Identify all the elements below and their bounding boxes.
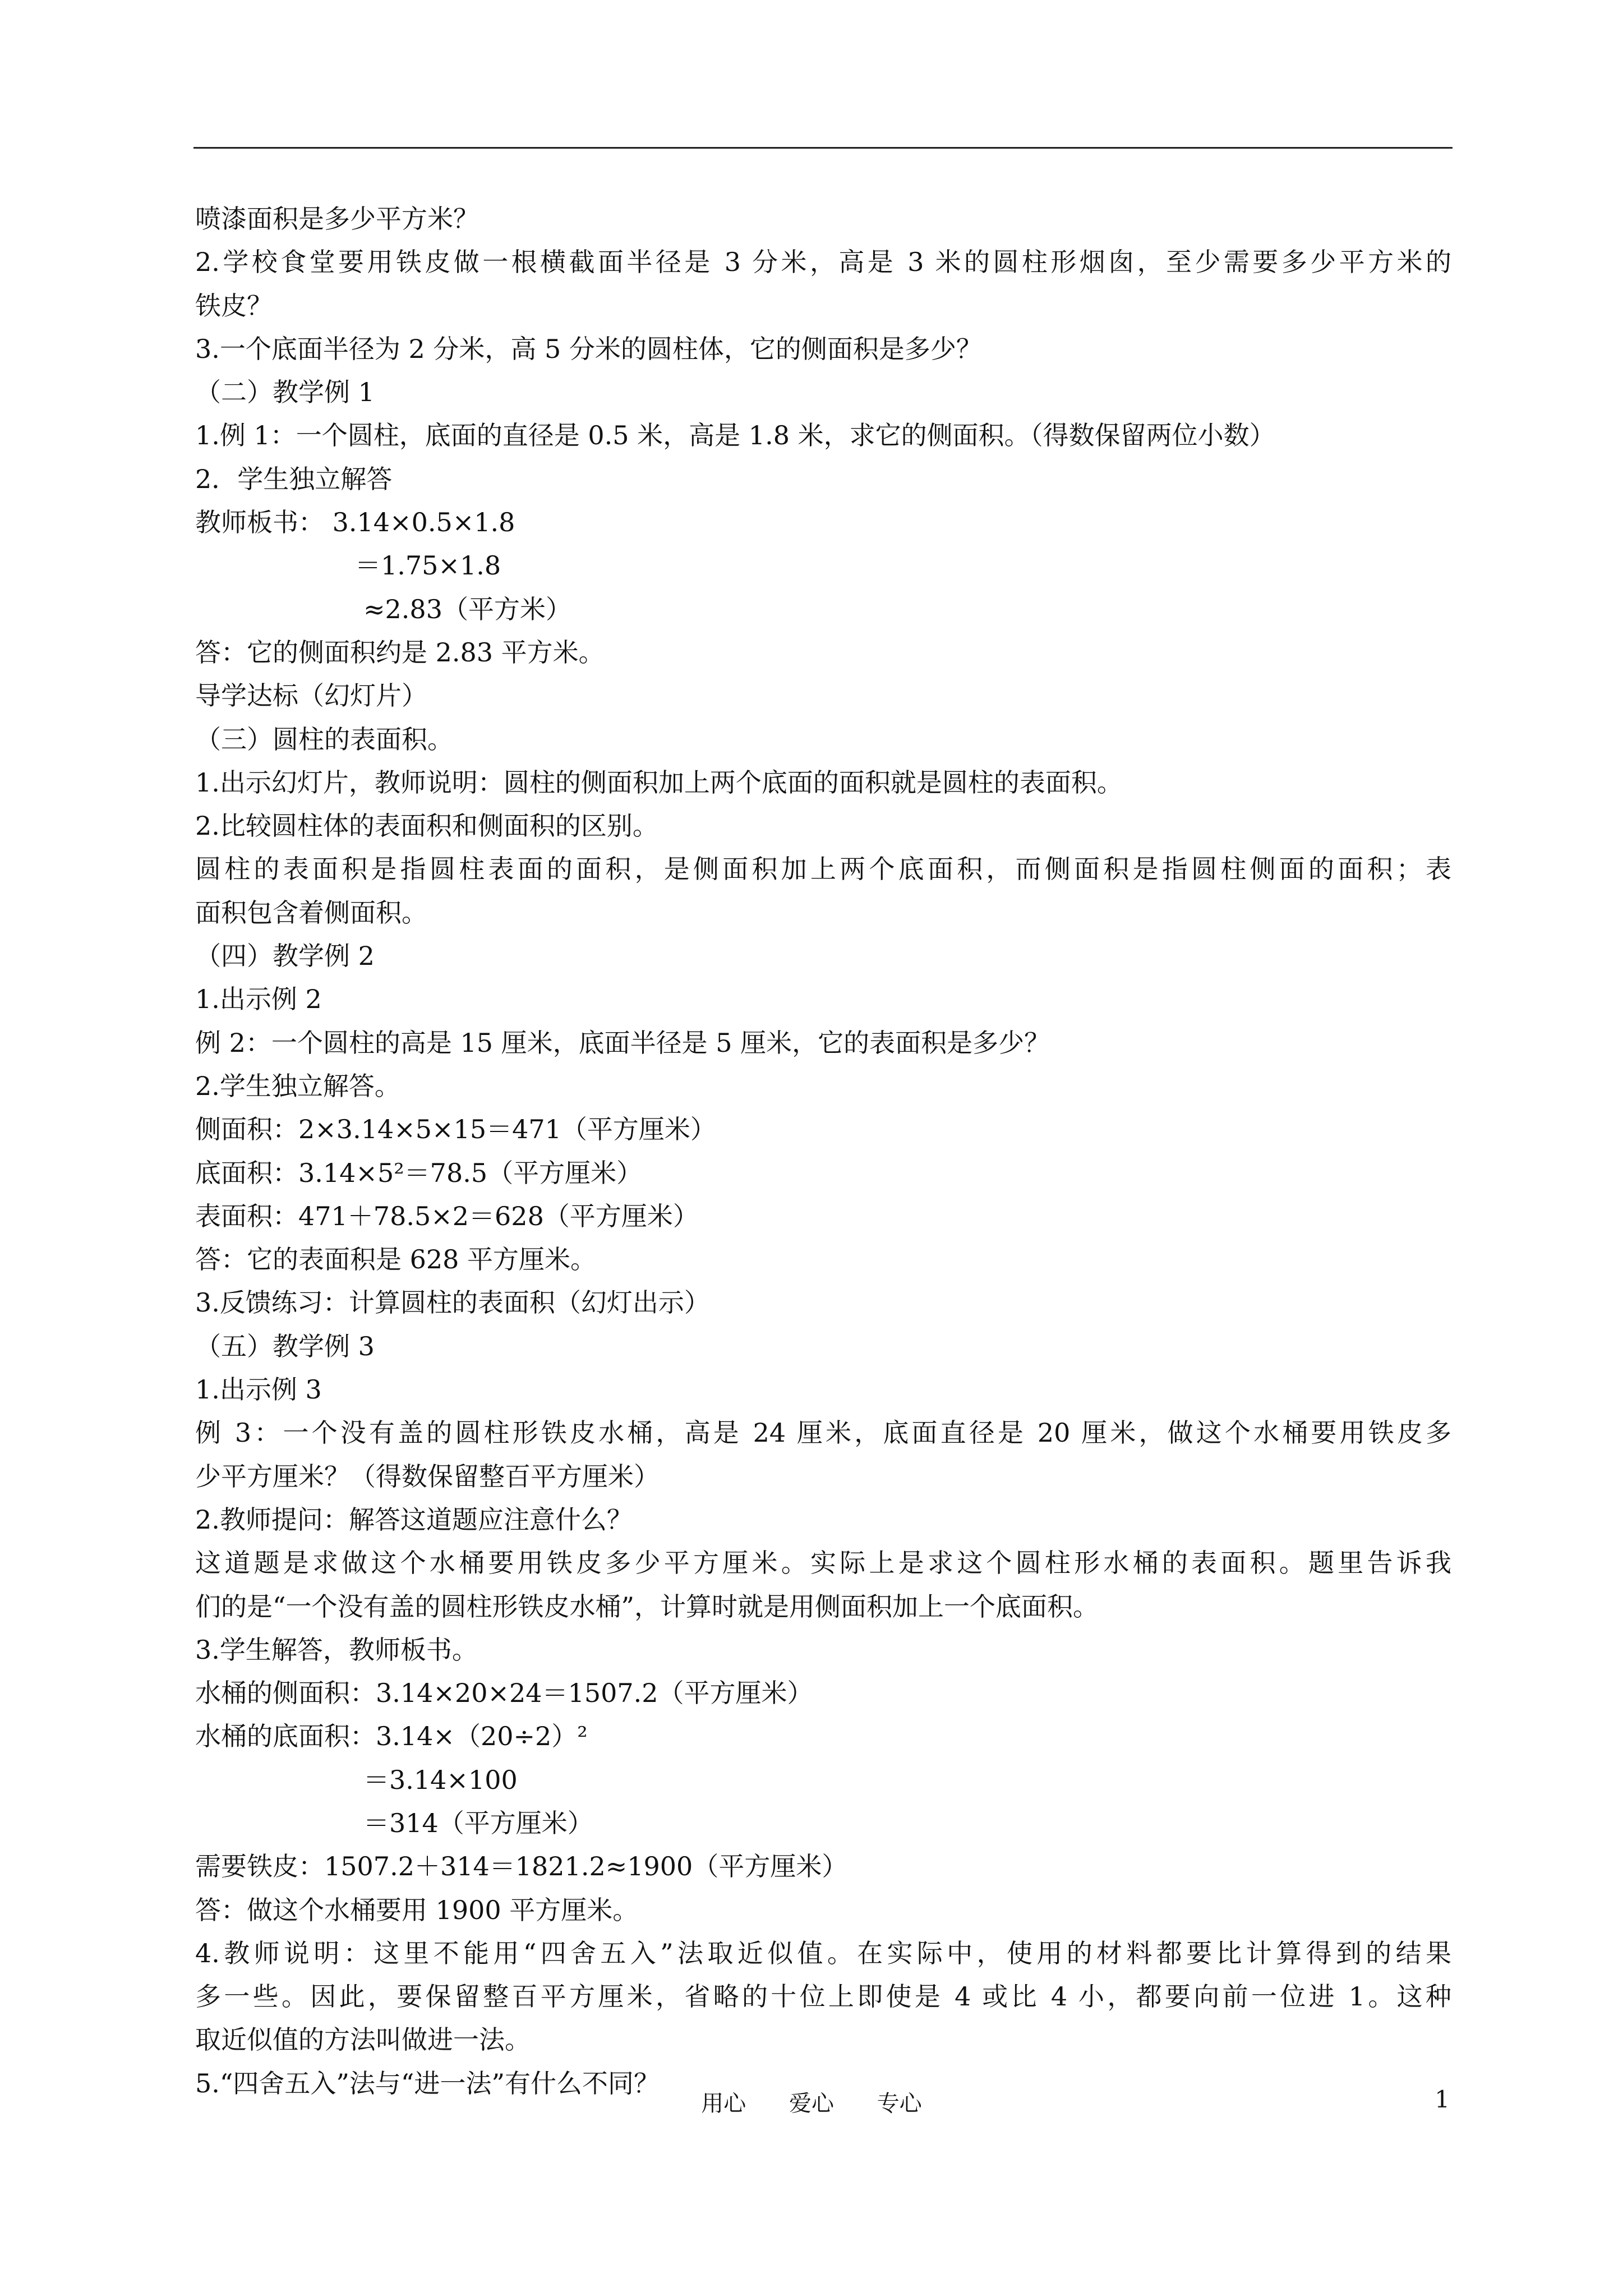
text-line: 4.教师说明：这里不能用“四舍五入”法取近似值。在实际中，使用的材料都要比计算得到的结果 (195, 1938, 1451, 1968)
text-line: 5.“四舍五入”法与“进一法”有什么不同？ (195, 2068, 660, 2099)
section-heading: （三）圆柱的表面积。 (195, 724, 453, 754)
text-line: 面积包含着侧面积。 (195, 897, 427, 928)
text-line: 1.出示例 2 (195, 984, 322, 1015)
text-line: 需要铁皮：1507.2＋314＝1821.2≈1900（平方厘米） (195, 1851, 848, 1882)
text-line: 答：它的表面积是 628 平方厘米。 (195, 1244, 597, 1275)
header-rule (193, 147, 1453, 149)
text-line: 3.反馈练习：计算圆柱的表面积（幻灯出示） (195, 1287, 710, 1318)
text-line: 例 2：一个圆柱的高是 15 厘米，底面半径是 5 厘米，它的表面积是多少？ (195, 1027, 1050, 1058)
text-line: 圆柱的表面积是指圆柱表面的面积，是侧面积加上两个底面积，而侧面积是指圆柱侧面的面积；表 (195, 854, 1451, 885)
section-heading: （四）教学例 2 (195, 941, 375, 972)
text-line: 1.例 1：一个圆柱，底面的直径是 0.5 米，高是 1.8 米，求它的侧面积。（得数保留两位小数） (195, 420, 1275, 451)
text-line: 取近似值的方法叫做进一法。 (195, 2024, 531, 2055)
footer-motto-word: 爱心 (789, 2091, 834, 2116)
text-line: 们的是“一个没有盖的圆柱形铁皮水桶”，计算时就是用侧面积加上一个底面积。 (195, 1591, 1099, 1622)
text-line: 2.学校食堂要用铁皮做一根横截面半径是 3 分米，高是 3 米的圆柱形烟囱，至少需要多少平方米的 (195, 247, 1451, 278)
text-line: 水桶的侧面积：3.14×20×24＝1507.2（平方厘米） (195, 1678, 813, 1709)
text-line: 铁皮？ (195, 290, 273, 321)
text-line: 少平方厘米？（得数保留整百平方厘米） (195, 1461, 660, 1492)
text-line: 1.出示例 3 (195, 1374, 322, 1405)
section-heading: （二）教学例 1 (195, 377, 375, 408)
footer-motto-word: 专心 (877, 2091, 922, 2116)
text-line: 底面积：3.14×5²＝78.5（平方厘米） (195, 1157, 643, 1188)
text-line: 答：它的侧面积约是 2.83 平方米。 (195, 637, 605, 668)
text-line: 这道题是求做这个水桶要用铁皮多少平方厘米。实际上是求这个圆柱形水桶的表面积。题里告诉我 (195, 1548, 1451, 1579)
footer-motto (0, 2086, 1623, 2118)
text-line: 2.学生独立解答。 (195, 1070, 400, 1101)
text-line: 答：做这个水桶要用 1900 平方厘米。 (195, 1894, 639, 1925)
text-line: 表面积：471＋78.5×2＝628（平方厘米） (195, 1200, 699, 1231)
document-body (195, 197, 1451, 2105)
text-line: 水桶的底面积：3.14×（20÷2）² (195, 1721, 588, 1752)
text-line: 侧面积：2×3.14×5×15＝471（平方厘米） (195, 1114, 716, 1145)
page-number: 1 (1435, 2086, 1450, 2113)
text-line: 3.一个底面半径为 2 分米，高 5 分米的圆柱体，它的侧面积是多少？ (195, 333, 982, 364)
calc-line: ＝314（平方厘米） (363, 1807, 593, 1838)
text-line: 喷漆面积是多少平方米？ (195, 204, 479, 234)
text-line: 2.教师提问：解答这道题应注意什么？ (195, 1504, 633, 1535)
footer-motto-word: 用心 (701, 2091, 746, 2116)
text-line: 导学达标（幻灯片） (195, 680, 427, 711)
calc-line: ＝3.14×100 (363, 1764, 518, 1795)
text-line: 3.学生解答，教师板书。 (195, 1634, 478, 1665)
text-line: 1.出示幻灯片，教师说明：圆柱的侧面积加上两个底面的面积就是圆柱的表面积。 (195, 767, 1123, 798)
calc-line: ≈2.83（平方米） (363, 593, 571, 624)
text-line: 多一些。因此，要保留整百平方厘米，省略的十位上即使是 4 或比 4 小，都要向前一位进 1。这种 (195, 1981, 1451, 2012)
text-line: 例 3：一个没有盖的圆柱形铁皮水桶，高是 24 厘米，底面直径是 20 厘米，做这个水桶要用铁皮多 (195, 1418, 1451, 1448)
section-heading: （五）教学例 3 (195, 1331, 375, 1361)
text-line: 2．学生独立解答 (195, 463, 393, 494)
text-line: 2.比较圆柱体的表面积和侧面积的区别。 (195, 811, 658, 841)
calc-line: ＝1.75×1.8 (355, 550, 501, 581)
text-line: 教师板书： 3.14×0.5×1.8 (195, 507, 515, 538)
